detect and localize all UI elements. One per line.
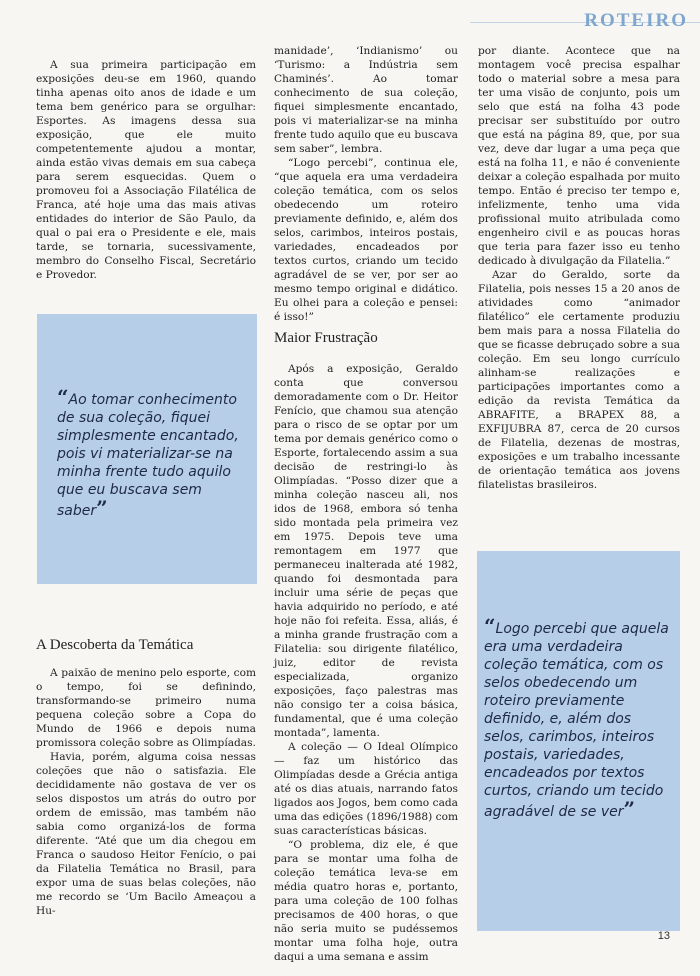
pull-quote-1 (37, 314, 257, 584)
pull-quote-text: Logo percebi que aquela era uma verdadeira coleção temática, com os selos obedecendo um roteiro previamente definido, e, além dos selos, carimbos, inteiros postais, variedades, encadeados por textos curtos, criando um tecido agradável de se ver (484, 621, 669, 820)
paragraph: A paixão de menino pelo esporte, com o tempo, foi se definindo, transformando-se primeiro numa pequena coleção sobre a Copa do Mundo de 1966 e depois numa promissora coleção sobre as Olimpíadas. (36, 667, 256, 749)
subheading-descoberta: A Descoberta da Temática (36, 637, 194, 653)
paragraph: “Logo percebi”, continua ele, “que aquela era uma verdadeira coleção temática, com os selos obedecendo um roteiro previamente definido, e, além dos selos, carimbos, inteiros postais, variedades, encadeados por textos curtos, criando um tecido agradável de se ver, por ser ao mesmo tempo original e didático. Eu olhei para a coleção e pensei: é isso!” (274, 157, 458, 323)
paragraph: A coleção — O Ideal Olímpico — faz um histórico das Olimpíadas desde a Grécia antiga até os dias atuais, narrando fatos ligados aos Jogos, bem como cada uma das edições (1896/1988) com suas características básicas. (274, 741, 458, 837)
column-2 (274, 44, 458, 324)
column-1-continued (36, 666, 256, 918)
page-number: 13 (657, 930, 670, 942)
column-1 (36, 58, 256, 282)
paragraph: Havia, porém, alguma coisa nessas coleções que não o satisfazia. Ele decididamente não gostava de ver os selos dispostos um atrás do outro por ordem de emissão, mas também não sabia como organizá-los de forma diferente. “Até que um dia chegou em Franca o saudoso Heitor Fenício, o pai da Filatelia Temática no Brasil, para expor uma de suas belas coleções, não me recordo se ‘Um Bacilo Ameaçou a Hu- (36, 751, 256, 917)
column-2-continued (274, 362, 458, 964)
section-title: ROTEIRO (584, 10, 688, 31)
paragraph: “O problema, diz ele, é que para se montar uma folha de coleção temática leva-se em média quatro horas e, portanto, para uma coleção de 100 folhas precisamos de 400 horas, o que não seria muito se pudéssemos montar uma folha hoje, outra daqui a uma semana e assim (274, 839, 458, 963)
close-quote-mark: ” (623, 797, 635, 821)
page-header (470, 4, 700, 38)
paragraph: manidade’, ‘Indianismo’ ou ‘Turismo: a Indústria sem Chaminés’. Ao tomar conhecimento de sua coleção, fiquei simplesmente encantado, pois vi materializar-se na minha frente tudo aquilo que eu buscava sem saber”, lembra. (274, 45, 458, 155)
subheading-maior-frustracao: Maior Frustração (274, 330, 378, 346)
pull-quote-2 (477, 551, 680, 931)
pull-quote-text: Ao tomar conhecimento de sua coleção, fiquei simplesmente encantado, pois vi materializar-se na minha frente tudo aquilo que eu buscava sem saber (57, 392, 239, 519)
column-3 (478, 44, 680, 492)
open-quote-mark: “ (57, 385, 69, 409)
paragraph: A sua primeira participação em exposições deu-se em 1960, quando tinha apenas oito anos de idade e um tema bem genérico para se orgulhar: Esportes. As imagens dessa sua exposição, que ele muito competentemente ajudou a montar, ainda estão vivas demais em sua cabeça para serem esquecidas. Quem o promoveu foi a Associação Filatélica de Franca, até hoje uma das mais ativas entidades do interior de São Paulo, da qual o pai era o Presidente e ele, mais tarde, se tornaria, sucessivamente, membro do Conselho Fiscal, Secretário e Provedor. (36, 59, 256, 281)
close-quote-mark: ” (96, 496, 108, 520)
paragraph: Azar do Geraldo, sorte da Filatelia, pois nesses 15 a 20 anos de atividades como “animador filatélico” ele certamente produziu bem mais para a nossa Filatelia do que se ficasse debruçado sobre a sua coleção. Em seu longo currículo alinham-se realizações e participações importantes como a edição da revista Temática da ABRAFITE, a BRAPEX 88, a EXFIJUBRA 87, cerca de 20 cursos de Filatelia, dezenas de mostras, exposições e um trabalho incessante de orientação temática aos jovens filatelistas brasileiros. (478, 269, 680, 491)
open-quote-mark: “ (484, 614, 496, 638)
paragraph: por diante. Acontece que na montagem você precisa espalhar todo o material sobre a mesa para ter uma visão de conjunto, pois um selo que está na folha 43 pode precisar ser substituído por outro que está na página 89, que, por sua vez, deve dar lugar a uma peça que está na folha 11, e não é conveniente deixar a coleção espalhada por muito tempo. Então é preciso ter tempo e, infelizmente, tenho uma vida profissional muito atribulada como engenheiro civil e as poucas horas que teria para fazer isso eu tenho dedicado à divulgação da Filatelia.” (478, 45, 680, 267)
paragraph: Após a exposição, Geraldo conta que conversou demoradamente com o Dr. Heitor Fenício, que chamou sua atenção para o risco de se optar por um tema por demais genérico como o Esporte, fortalecendo assim a sua decisão de restringi-lo às Olimpíadas. “Posso dizer que a minha coleção nasceu ali, nos idos de 1968, embora só tenha sido montada pela primeira vez em 1975. Depois teve uma remontagem em 1977 que permaneceu inalterada até 1982, quando foi desmontada para incluir uma série de peças que havia adquirido no período, e até hoje não foi refeita. Essa, aliás, é a minha grande frustração com a Filatelia: sou dirigente filatélico, juiz, editor de revista especializada, organizo exposições, faço palestras mas não consigo ter a coisa básica, fundamental, que é uma coleção montada”, lamenta. (274, 363, 458, 739)
